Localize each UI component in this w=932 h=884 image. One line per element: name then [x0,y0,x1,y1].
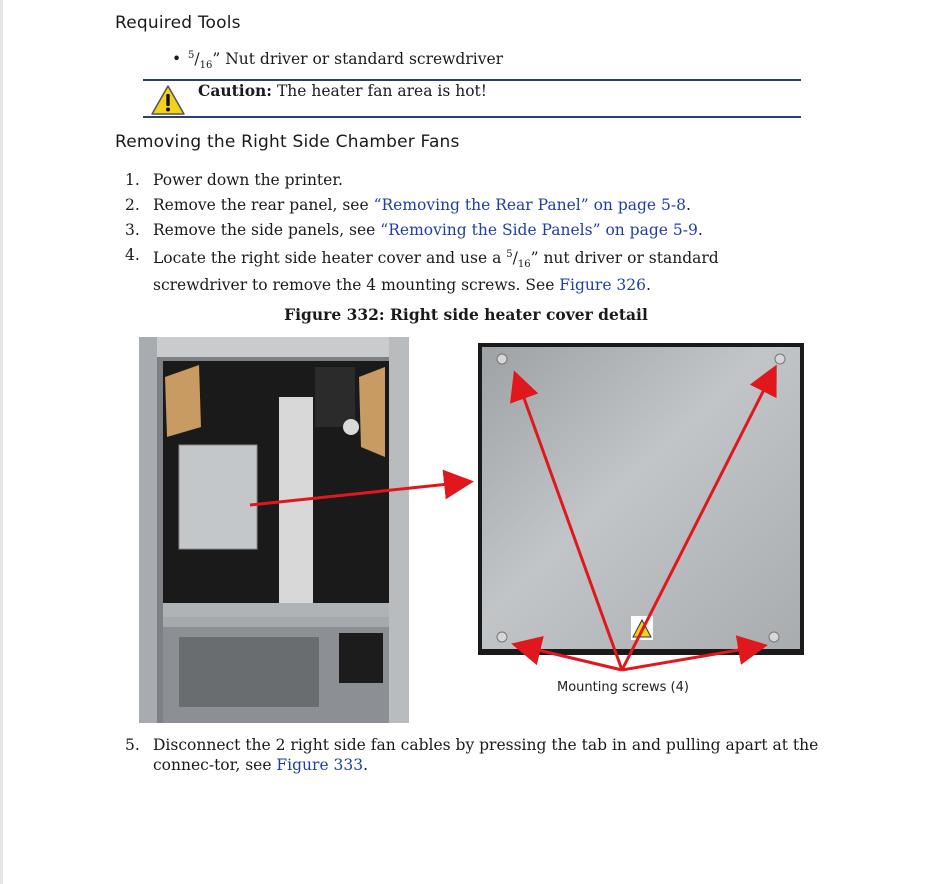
figure-326-link[interactable]: Figure 326 [559,276,647,294]
rear-panel-link[interactable]: “Removing the Rear Panel” on page 5-8 [373,196,686,214]
printer-side-illustration [139,337,409,723]
step-number: 2. [125,196,140,214]
step-item [125,170,815,190]
step-text: Disconnect the 2 right side fan cables by pressing the tab in and pulling apart at the connec-tor, see Figure 333. [153,736,819,774]
bullet-dot: • [172,50,182,68]
step-item [125,220,815,240]
page-edge [0,0,3,884]
step-item [125,195,815,215]
caution-text: The heater fan area is hot! [272,82,488,100]
figure-caption: Figure 332: Right side heater cover detail [284,305,648,324]
step-number: 3. [125,221,140,239]
heater-cover-illustration [478,343,804,655]
step-number: 5. [125,736,140,754]
step-item [125,735,830,775]
printer-side-photo [139,337,409,723]
tool-text: ” Nut driver or standard screwdriver [212,50,504,68]
step-list-continued [125,735,830,775]
step-text: Locate the right side heater cover and use a $^5/_{16}$” nut driver or standard screwdriver to remove the 4 mounting screws. See Figure 326. [153,249,719,294]
step-list [125,170,815,300]
caution-message [198,81,487,101]
heater-cover-photo [478,343,804,655]
required-tools-heading: Required Tools [115,13,241,33]
warning-triangle-icon [150,84,186,116]
caution-bottom-rule [143,116,801,118]
step-text: Remove the rear panel, see “Removing the Rear Panel” on page 5-8. [153,196,691,214]
step-text: Power down the printer. [153,171,343,189]
caution-label: Caution: [198,81,273,100]
step-number: 4. [125,246,140,264]
step-number: 1. [125,171,140,189]
fraction: $^5/_{16}$ [188,50,213,71]
tool-list-item [172,46,503,76]
mounting-screws-label: Mounting screws (4) [557,680,689,695]
step-text: Remove the side panels, see “Removing the Side Panels” on page 5-9. [153,221,703,239]
section-heading: Removing the Right Side Chamber Fans [115,132,460,152]
step-item [125,245,815,295]
figure-333-link[interactable]: Figure 333 [276,756,364,774]
side-panels-link[interactable]: “Removing the Side Panels” on page 5-9 [380,221,698,239]
